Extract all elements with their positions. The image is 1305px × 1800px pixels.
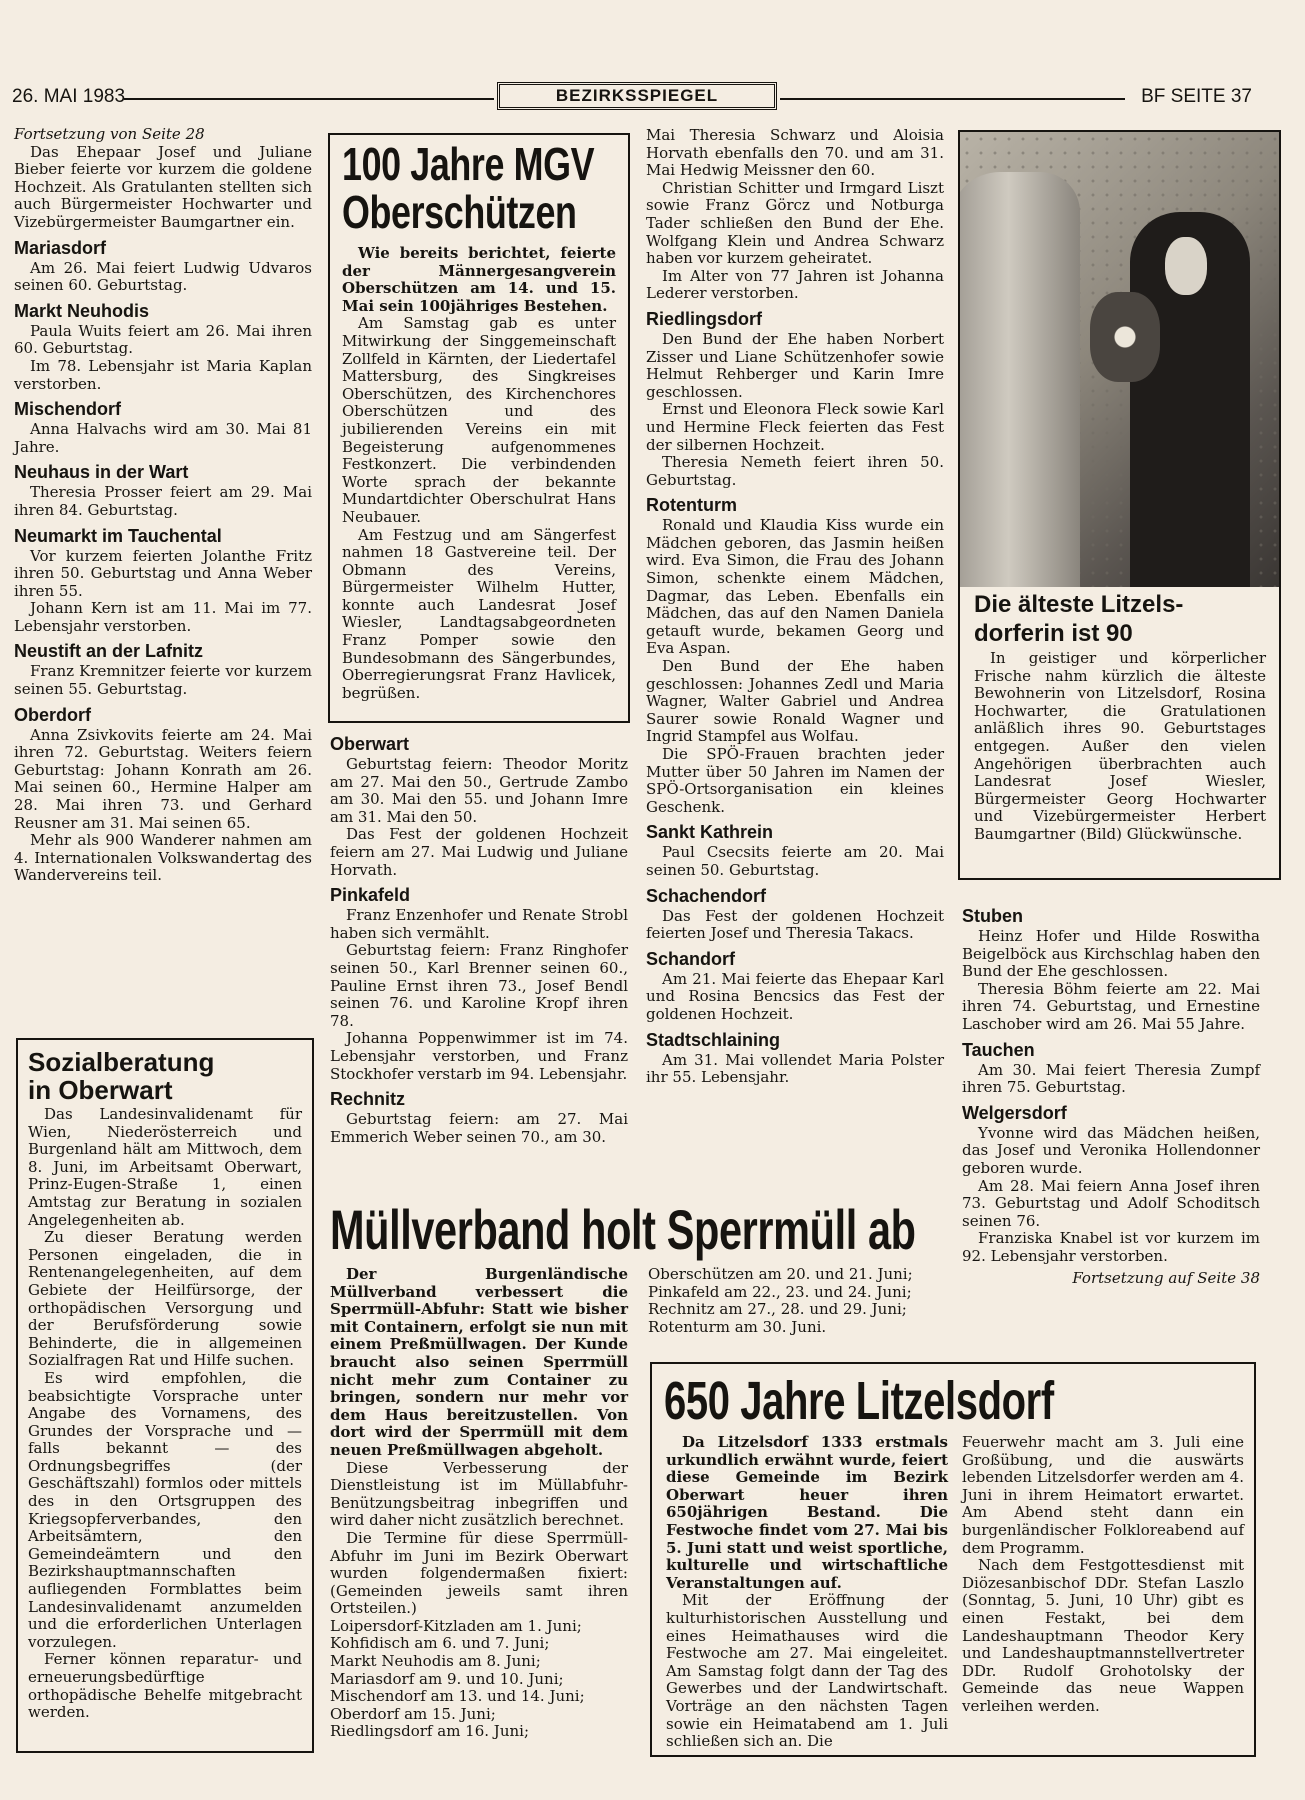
- article-text: Heinz Hofer und Hilde Roswitha Beigelböck aus Kirchschlag haben den Bund der Ehe geschlossen.: [962, 927, 1260, 981]
- article-text: Die SPÖ-Frauen brachten jeder Mutter über 50 Jahren im Namen der SPÖ-Ortsorganisation ein kleines Geschenk.: [646, 745, 944, 816]
- masthead-rule-right: [780, 98, 1125, 100]
- date-line: Oberdorf am 15. Juni;: [330, 1704, 496, 1723]
- article-text: Das Fest der goldenen Hochzeit feierten Josef und Theresia Takacs.: [646, 906, 944, 943]
- issue-date: 26. MAI 1983: [12, 86, 126, 107]
- article-text: Paula Wuits feiert am 26. Mai ihren 60. Geburtstag.: [14, 321, 312, 358]
- continued-on: Fortsetzung auf Seite 38: [1072, 1268, 1260, 1287]
- article-text: Christian Schitter und Irmgard Liszt sowie Franz Görcz und Notburga Tader schließen den Bund der Ehe. Wolfgang Klein und Andrea Schwarz haben vor kurzem geheiratet.: [646, 178, 944, 268]
- town-heading: Neustift an der Lafnitz: [14, 641, 204, 662]
- town-heading: Rechnitz: [330, 1089, 406, 1110]
- article-text: Mit der Eröffnung der kulturhistorischen Ausstellung und eines Heimathauses wird die Festwoche am 27. Mai eingeleitet. Am Samstag folgt dann der Tag des Gewerbes und der Landwirtschaft. Vorträge an den nächsten Tagen sowie ein Heimatabend am 1. Juli schließen sich an. Die: [666, 1591, 948, 1751]
- town-heading: Mariasdorf: [14, 237, 107, 258]
- article-text: Am 31. Mai vollendet Maria Polster ihr 55. Lebensjahr.: [646, 1050, 944, 1087]
- article-text: Die Termine für diese Sperrmüll-Abfuhr im Juni im Bezirk Oberwart wurden folgendermaßen fixiert: (Gemeinden jeweils samt ihren Ortsteilen.): [330, 1528, 628, 1618]
- article-text: Franz Kremnitzer feierte vor kurzem seinen 55. Geburtstag.: [14, 662, 312, 699]
- article-text: Ronald und Klaudia Kiss wurde ein Mädchen geboren, das Jasmin heißen wird. Eva Simon, die Frau des Johann Simon, schenkte einem Mädchen, Dagmar, das Leben. Ebenfalls ein Mädchen, das auf den Namen Daniela getauft wurde, bekamen Georg und Eva Aspan.: [646, 516, 944, 658]
- column-2: [330, 728, 628, 1146]
- mgv-title: 100 Jahre MGV: [342, 138, 595, 190]
- column-3: [646, 127, 944, 1087]
- article-lead: Da Litzelsdorf 1333 erstmals urkundlich erwähnt wurde, feiert diese Gemeinde im Bezirk Oberwart heuer ihren 650jährigen Bestand. Die Festwoche findet vom 27. Mai bis 5. Juni statt und weist sportliche, kulturelle und wirtschaftliche Veranstaltungen auf.: [666, 1433, 948, 1592]
- town-heading: Neuhaus in der Wart: [14, 462, 189, 483]
- masthead-rule-left: [124, 98, 494, 100]
- town-heading: Schandorf: [646, 948, 736, 969]
- article-lead: Der Burgenländische Müllverband verbessert die Sperrmüll-Abfuhr: Statt wie bisher mit Containern, erfolgt sie nun mit einem Preßmüllwagen. Der Kunde braucht also seinen Sperrmüll nicht mehr zum Container zu bringen, sondern nur mehr vor dem Haus bereitzustellen. Von dort wird der Sperrmüll mit dem neuen Preßmüllwagen abgeholt.: [330, 1265, 628, 1459]
- section-title: BEZIRKSSPIEGEL: [497, 82, 777, 110]
- article-text: Anna Halvachs wird am 30. Mai 81 Jahre.: [14, 420, 312, 456]
- column-4: [962, 900, 1260, 1287]
- continued-from: Fortsetzung von Seite 28: [14, 125, 205, 143]
- town-heading: Schachendorf: [646, 885, 767, 906]
- article-text: Mai Theresia Schwarz und Aloisia Horvath ebenfalls den 70. und am 31. Mai Hedwig Meissner den 60.: [646, 126, 944, 180]
- date-line: Oberschützen am 20. und 21. Juni;: [648, 1265, 913, 1283]
- page-number: BF SEITE 37: [1141, 86, 1252, 107]
- article-text: Diese Verbesserung der Dienstleistung ist im Müllabfuhr-Benützungsbeitrag inbegriffen und wird daher nicht zusätzlich berechnet.: [330, 1458, 628, 1530]
- date-line: Mariasdorf am 9. und 10. Juni;: [330, 1669, 564, 1688]
- muell-column-1: [330, 1266, 628, 1741]
- photo-rosina-hochwarter: [960, 132, 1279, 587]
- article-text: Mehr als 900 Wanderer nahmen am 4. Internationalen Volkswandertag des Wandervereins teil.: [14, 831, 312, 885]
- article-text: Nach dem Festgottesdienst mit Diözesanbischof DDr. Stefan Laszlo (Sonntag, 5. Juni, 10 Uhr) gibt es einen Festakt, bei dem Landeshauptmann Theodor Kery und Landeshauptmannstellvertreter DDr. Rudolf Grohotolsky der Gemeinde das neue Wappen verleihen werden.: [962, 1556, 1244, 1715]
- date-line: Mischendorf am 13. und 14. Juni;: [330, 1687, 585, 1706]
- article-text: Das Fest der goldenen Hochzeit feiern am 27. Mai Ludwig und Juliane Horvath.: [330, 825, 628, 879]
- muell-column-2: [648, 1266, 946, 1336]
- date-line: Markt Neuhodis am 8. Juni;: [330, 1652, 541, 1671]
- box-title: Sozialberatung: [28, 1047, 215, 1077]
- box-title: dorferin ist 90: [974, 620, 1133, 647]
- sozialberatung-box: [16, 1038, 314, 1753]
- date-line: Loipersdorf-Kitzladen am 1. Juni;: [330, 1616, 582, 1635]
- article-text: Theresia Böhm feierte am 22. Mai ihren 74. Geburtstag, und Ernestine Laschober wird am 26. Mai 55 Jahre.: [962, 979, 1260, 1033]
- article-text: Theresia Nemeth feiert ihren 50. Geburtstag.: [646, 453, 944, 489]
- town-heading: Sankt Kathrein: [646, 822, 774, 843]
- box-title: Die älteste Litzels-: [974, 591, 1184, 618]
- article-text: Feuerwehr macht am 3. Juli eine Großübung, und die auswärts lebenden Litzelsdorfer werden am 4. Juni in ihrem Heimatort erwartet. Am Abend steht dann ein burgenländischer Folkloreabend auf dem Programm.: [962, 1433, 1244, 1557]
- article-text: Am 21. Mai feierte das Ehepaar Karl und Rosina Bencsics das Fest der goldenen Hochzeit.: [646, 969, 944, 1023]
- town-heading: Tauchen: [962, 1039, 1035, 1060]
- town-heading: Welgersdorf: [962, 1102, 1067, 1123]
- article-text: Paul Csecsits feierte am 20. Mai seinen 50. Geburtstag.: [646, 843, 944, 879]
- masthead: [12, 82, 1252, 112]
- town-heading: Rotenturm: [646, 495, 737, 516]
- article-text: Am 28. Mai feiern Anna Josef ihren 73. Geburtstag und Adolf Schoditsch seinen 76.: [962, 1176, 1260, 1230]
- article-text: Geburtstag feiern: Franz Ringhofer seinen 50., Karl Brenner seinen 60., Pauline Ernst ihren 73., Josef Bendl seinen 76. und Karoline Kropf ihren 78.: [330, 941, 628, 1030]
- article-text: Am 30. Mai feiert Theresia Zumpf ihren 75. Geburtstag.: [962, 1060, 1260, 1097]
- article-lead: Wie bereits berichtet, feierte der Männergesangverein Oberschützen am 14. und 15. Mai sein 100jähriges Bestehen.: [342, 244, 616, 315]
- town-heading: Mischendorf: [14, 399, 122, 420]
- town-heading: Oberwart: [330, 734, 410, 754]
- article-text: Ernst und Eleonora Fleck sowie Karl und Hermine Fleck feierten das Fest der silbernen Hochzeit.: [646, 400, 944, 454]
- article-text: Franz Enzenhofer und Renate Strobl haben sich vermählt.: [330, 906, 628, 942]
- article-text: Vor kurzem feierten Jolanthe Fritz ihren 50. Geburtstag und Anna Weber ihren 55.: [14, 546, 312, 600]
- column-1: [14, 126, 312, 885]
- town-heading: Stadtschlaining: [646, 1029, 781, 1050]
- article-text: Geburtstag feiern: Theodor Moritz am 27. Mai den 50., Gertrude Zambo am 30. Mai den 55. und Johann Imre am 31. Mai den 50.: [330, 755, 628, 826]
- town-heading: Markt Neuhodis: [14, 300, 150, 321]
- litzelsdorf-650-box: [650, 1362, 1256, 1757]
- article-text: Ferner können reparatur- und erneuerungsbedürftige orthopädische Behelfe mitgebracht werden.: [28, 1650, 302, 1722]
- article-text: Johanna Poppenwimmer ist im 74. Lebensjahr verstorben, und Franz Stockhofer verstarb im 94. Lebensjahr.: [330, 1029, 628, 1083]
- article-text: Zu dieser Beratung werden Personen eingeladen, die in Rentenangelegenheiten, auf dem Gebiete der Heilfürsorge, der orthopädischen Versorgung und der Berufsförderung sowie Behinderte, die in allgemeinen Sozialfragen Rat und Hilfe suchen.: [28, 1228, 302, 1370]
- article-text: Theresia Prosser feiert am 29. Mai ihren 84. Geburtstag.: [14, 483, 312, 519]
- date-line: Rotenturm am 30. Juni.: [648, 1317, 827, 1336]
- article-text: Johann Kern ist am 11. Mai im 77. Lebensjahr verstorben.: [14, 599, 312, 635]
- town-heading: Stuben: [962, 906, 1023, 926]
- article-text: Anna Zsivkovits feierte am 24. Mai ihren 72. Geburtstag. Weiters feiern Geburtstag: Johann Konrath am 26. Mai seinen 60., Hermine Halper am 28. Mai ihren 73. und Gerhard Reusner am 31. Mai seinen 65.: [14, 725, 312, 832]
- date-line: Riedlingsdorf am 16. Juni;: [330, 1722, 529, 1741]
- litz650-title: 650 Jahre Litzelsdorf: [664, 1371, 1054, 1431]
- mgv-box: [328, 133, 630, 723]
- muell-title: Müllverband holt Sperrmüll ab: [330, 1198, 916, 1261]
- box-title: in Oberwart: [28, 1075, 173, 1105]
- article-text: Am 26. Mai feiert Ludwig Udvaros seinen 60. Geburtstag.: [14, 258, 312, 295]
- mgv-title: Oberschützen: [342, 186, 577, 238]
- date-line: Rechnitz am 27., 28. und 29. Juni;: [648, 1300, 907, 1319]
- town-heading: Neumarkt im Tauchental: [14, 525, 222, 546]
- article-text: Im 78. Lebensjahr ist Maria Kaplan verstorben.: [14, 356, 312, 393]
- article-text: Es wird empfohlen, die beabsichtigte Vorsprache unter Angabe des Vornamens, des Grundes der Vorsprache und — falls bekannt — des Ordnungsbegriffes (der Geschäftszahl) formlos oder mittels des in den Ortsgruppen des Kriegsopferverbandes, den Arbeitsämtern, den Gemeindeämtern und den Bezirkshauptmannschaften aufliegenden Formblattes beim Landesinvalidenamt anzumelden und die erforderlichen Unterlagen vorzulegen.: [28, 1368, 302, 1651]
- article-text: Den Bund der Ehe haben geschlossen: Johannes Zedl und Maria Wagner, Walter Gabriel und Andrea Saurer sowie Ronald Wagner und Ingrid Stampfel aus Wolfau.: [646, 657, 944, 746]
- article-text: Das Ehepaar Josef und Juliane Bieber feierte vor kurzem die goldene Hochzeit. Als Gratulanten stellten sich auch Bürgermeister Hochwarter und Vizebürgermeister Baumgartner ein.: [14, 142, 312, 231]
- article-text: Geburtstag feiern: am 27. Mai Emmerich Weber seinen 70., am 30.: [330, 1110, 628, 1146]
- article-text: Am Festzug und am Sängerfest nahmen 18 Gastvereine teil. Der Obmann des Vereins, Bürgermeister Wilhelm Hutter, konnte auch Landesrat Josef Wiesler, Landtagsabgeordneten Franz Pomper sowie den Bundesobmann des Sängerbundes, Oberregierungsrat Franz Havlicek, begrüßen.: [342, 525, 616, 702]
- article-text: Am Samstag gab es unter Mitwirkung der Singgemeinschaft Zollfeld in Kärnten, der Liedertafel Mattersburg, des Singkreises Oberschützen, des Kirchenchores Oberschützen und des jubilierenden Vereins ein mit Begeisterung aufgenommenes Festkonzert. Die verbindenden Worte sprach der bekannte Mundartdichter Oberschulrat Hans Neubauer.: [342, 314, 616, 526]
- article-text: Das Landesinvalidenamt für Wien, Niederösterreich und Burgenland hält am Mittwoch, dem 8. Juni, im Arbeitsamt Oberwart, Prinz-Eugen-Straße 1, einen Amtstag zur Beratung in sozialen Angelegenheiten ab.: [28, 1105, 302, 1229]
- town-heading: Pinkafeld: [330, 885, 411, 906]
- town-heading: Riedlingsdorf: [646, 308, 762, 329]
- article-text: Yvonne wird das Mädchen heißen, das Josef und Veronika Hollendonner geboren wurde.: [962, 1123, 1260, 1177]
- article-text: Im Alter von 77 Jahren ist Johanna Lederer verstorben.: [646, 266, 944, 303]
- article-text: Franziska Knabel ist vor kurzem im 92. Lebensjahr verstorben.: [962, 1229, 1260, 1265]
- litzelsdorf-90-box: [958, 130, 1281, 880]
- article-text: In geistiger und körperlicher Frische nahm kürzlich die älteste Bewohnerin von Litzelsdorf, Rosina Hochwarter, die Gratulationen anläßlich ihres 90. Geburtstages entgegen. Außer den vielen Angehörigen überbrachten auch Landesrat Josef Wiesler, Bürgermeister Georg Hochwarter und Vizebürgermeister Herbert Baumgartner (Bild) Glückwünsche.: [974, 649, 1266, 843]
- town-heading: Oberdorf: [14, 704, 92, 725]
- article-text: Den Bund der Ehe haben Norbert Zisser und Liane Schützenhofer sowie Helmut Rehberger und Karin Imre geschlossen.: [646, 329, 944, 401]
- date-line: Kohfidisch am 6. und 7. Juni;: [330, 1634, 550, 1653]
- date-line: Pinkafeld am 22., 23. und 24. Juni;: [648, 1282, 912, 1301]
